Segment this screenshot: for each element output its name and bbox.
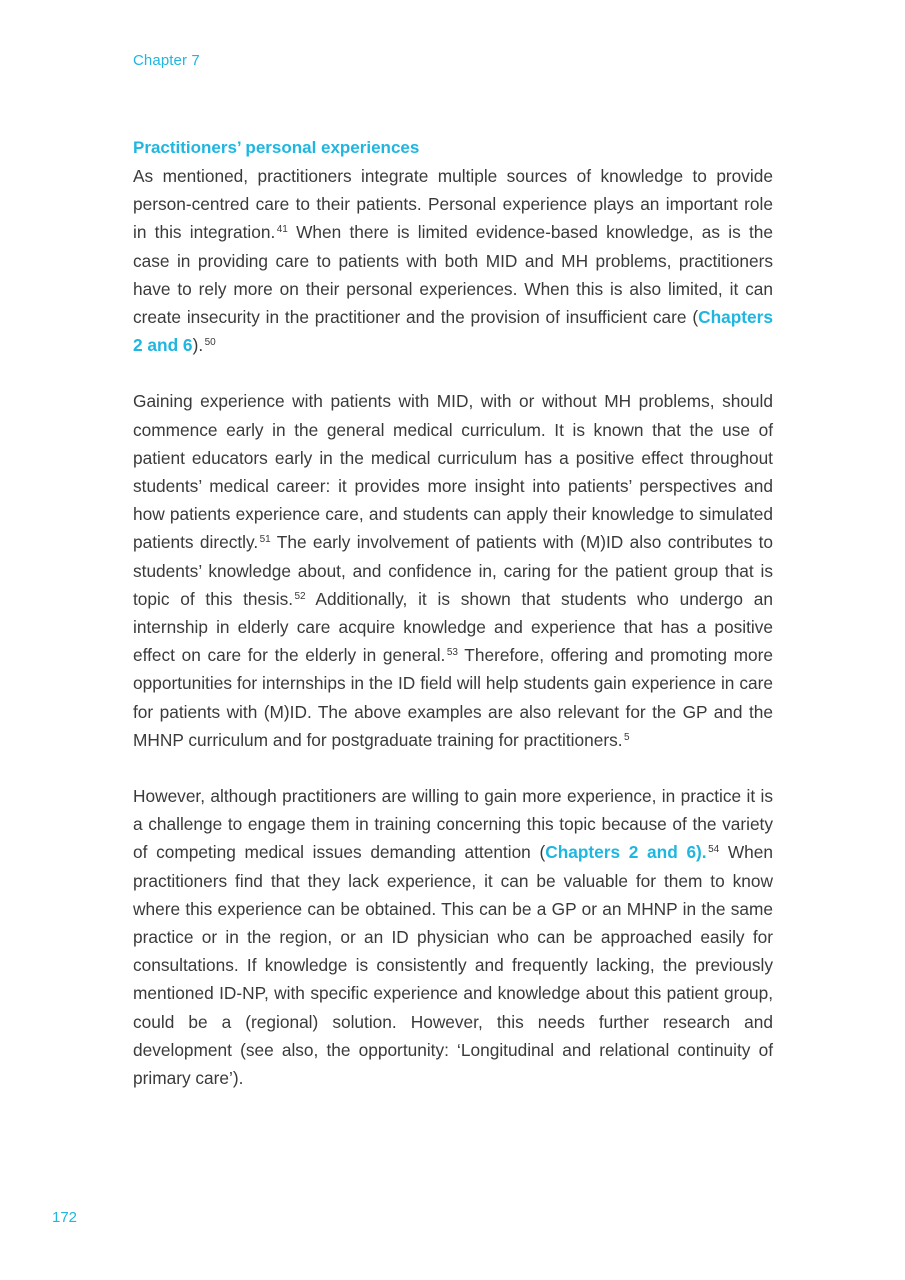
paragraph-1-text-c: ). [192,335,204,356]
paragraph-1-text-b: When there is limited evidence-based knowledge, as is the case in providing care to patients with both MID and MH problems, practitioners have to rely more on their personal experiences. When this is also limited, it can create insecurity in the practitioner and the provision of insufficient care ( [133,222,774,328]
paragraph-3-text-b: When practitioners find that they lack experience, it can be valuable for them to know where this experience can be obtained. This can be a GP or an MHNP in the same practice or in the region, or an ID physician who can be approached easily for consultations. If knowledge is consistently and frequently lacking, the previously mentioned ID-NP, with specific experience and knowledge about this patient group, could be a (regional) solution. However, this needs further research and development (see also, the opportunity: ‘Longitudinal and relational continuity of primary care’). [133,842,773,1089]
paragraph-2-text-a: Gaining experience with patients with MID, with or without MH problems, should commence early in the general medical curriculum. It is known that the use of patient educators early in the medical curriculum has a positive effect throughout students’ medical career: it provides more insight into patients’ perspectives and how patients experience care, and students can apply their knowledge to simulated patients directly. [133,391,773,553]
paragraph-2-text-b: The early involvement of patients with (M)ID also contributes to students’ knowledge about, and confidence in, caring for the patient group that is topic of this thesis. [133,532,773,609]
citation-50: 50 [204,337,216,349]
paragraph-2-text-d: Therefore, offering and promoting more opportunities for internships in the ID field will help students gain experience in care for patients with (M)ID. The above examples are also relevant for the GP and the MHNP curriculum and for postgraduate training for practitioners. [133,645,774,750]
citation-54: 54 [708,844,720,856]
citation-41: 41 [276,224,288,236]
citation-52: 52 [294,590,306,602]
section-heading: Practitioners’ personal experiences [133,138,420,157]
paragraph-2-text-c: Additionally, it is shown that students who undergo an internship in elderly care acquire knowledge and experience that has a positive effect on care for the elderly in general. [133,588,773,666]
citation-51: 51 [259,534,271,546]
page-body [133,134,773,1092]
chapter-cross-reference[interactable]: Chapters 2 and 6). [545,842,707,863]
running-head-chapter: Chapter 7 [133,52,200,69]
citation-5: 5 [624,731,630,743]
paragraph-1 [133,162,773,359]
paragraph-2 [133,387,773,754]
paragraph-3-text-a: However, although practitioners are willing to gain more experience, in practice it is a challenge to engage them in training concerning this topic because of the variety of competing medical issues demanding attention ( [133,786,773,863]
page-number: 172 [52,1209,78,1226]
paragraph-3 [133,782,773,1092]
paragraph-1-text-a: As mentioned, practitioners integrate multiple sources of knowledge to provide person-centred care to their patients. Personal experience plays an important role in this integration. [133,166,773,243]
chapter-cross-reference[interactable]: Chapters 2 and 6 [133,307,773,356]
citation-53: 53 [446,647,458,659]
